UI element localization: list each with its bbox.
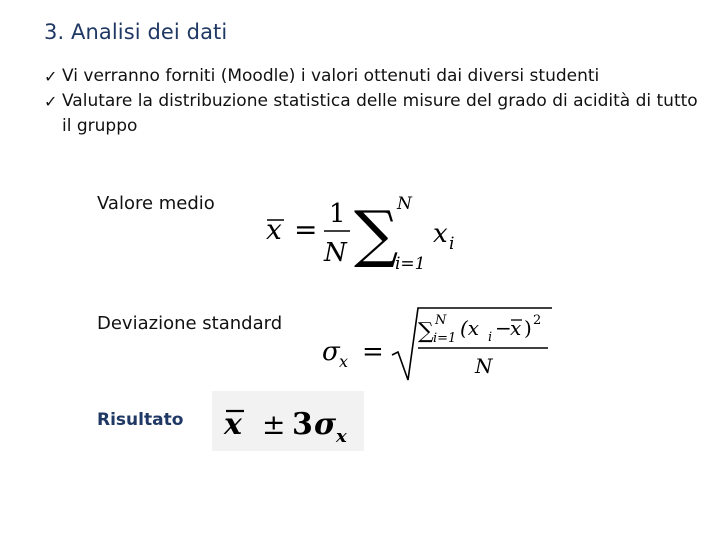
fraction-denominator: N — [324, 238, 347, 268]
std-dev-label: Deviazione standard — [97, 313, 283, 334]
plus-minus-sign: ± — [262, 408, 286, 441]
numerator-body: (x — [460, 316, 480, 340]
numerator-xbar: x — [510, 316, 522, 340]
numerator-minus: − — [495, 316, 512, 340]
mean-label: Valore medio — [97, 193, 215, 214]
equals-sign: = — [294, 213, 318, 246]
result-label: Risultato — [97, 410, 184, 430]
check-icon: ✓ — [44, 67, 58, 86]
result-formula-svg — [212, 391, 364, 451]
bullet-text: Valutare la distribuzione statistica delle misure del grado di acidità di tutto il gruppo — [62, 91, 698, 136]
mean-formula-svg — [262, 187, 467, 272]
numerator-sum: ∑ — [418, 319, 434, 344]
equals-sign: = — [362, 337, 384, 367]
sigma-symbol: σ — [314, 407, 337, 442]
xbar-symbol: x — [224, 407, 242, 442]
summation-lower: i=1 — [395, 254, 426, 272]
x-subscript: i — [449, 234, 455, 254]
fraction-numerator: 1 — [329, 199, 346, 229]
numerator-subscript: i — [488, 330, 493, 345]
bullet-text: Vi verranno forniti (Moodle) i valori ottenuti dai diversi studenti — [62, 66, 600, 86]
x-variable: x — [433, 219, 448, 249]
sigma-subscript: x — [336, 426, 347, 447]
xbar-symbol: x — [266, 213, 282, 246]
sigma-subscript: x — [339, 352, 349, 371]
bullet-item — [44, 89, 704, 139]
sigma-symbol: σ — [322, 337, 340, 367]
fraction-denominator: N — [475, 354, 493, 378]
bullet-item — [44, 64, 704, 89]
check-icon: ✓ — [44, 92, 58, 111]
summation-upper: N — [397, 194, 412, 214]
mean-formula — [262, 187, 467, 272]
summation-symbol: ∑ — [354, 197, 399, 270]
std-dev-formula-svg — [320, 300, 560, 385]
slide-title: 3. Analisi dei dati — [44, 20, 228, 44]
numerator-square: 2 — [533, 313, 542, 328]
result-formula — [212, 391, 364, 451]
numerator-sum-upper: N — [435, 313, 447, 328]
bullet-list — [44, 64, 704, 139]
numerator-sum-lower: i=1 — [433, 331, 457, 346]
numerator-close: ) — [524, 316, 532, 340]
std-dev-formula — [320, 300, 560, 385]
three-factor: 3 — [292, 407, 313, 442]
